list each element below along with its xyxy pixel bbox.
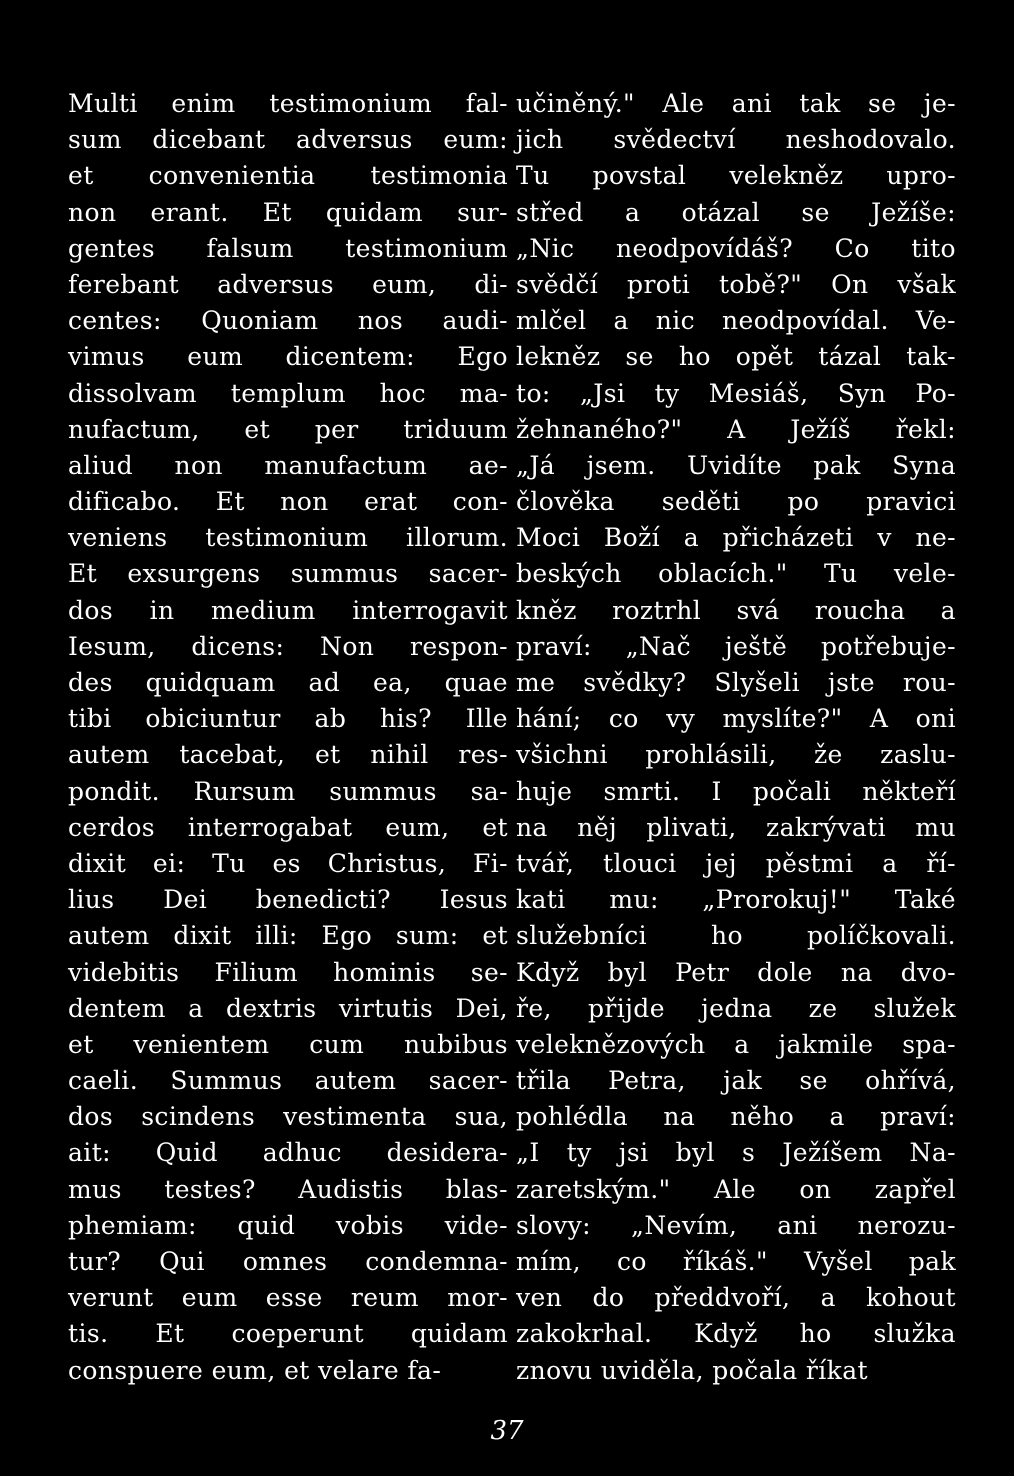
text-line: praví: „Nač ještě potřebuje- — [516, 631, 956, 661]
text-line: třila Petra, jak se ohřívá, — [516, 1066, 956, 1096]
text-line: všichni prohlásili, že zaslu- — [516, 740, 956, 770]
text-line: mím, co říkáš." Vyšel pak — [516, 1247, 956, 1276]
text-line: pondit. Rursum summus sa- — [68, 776, 508, 806]
text-line: et convenientia testimonia — [68, 161, 508, 191]
text-line: jich svědectví neshodovalo. — [516, 125, 956, 155]
text-line: ait: Quid adhuc desidera- — [68, 1138, 508, 1168]
text-line: dentem a dextris virtutis Dei, — [68, 993, 508, 1023]
text-line: tvář, tlouci jej pěstmi a ří- — [516, 848, 956, 878]
text-line: znovu uviděla, počala říkat — [516, 1355, 868, 1385]
text-line: služebníci ho políčkovali. — [516, 921, 956, 951]
text-line: caeli. Summus autem sacer- — [68, 1066, 508, 1096]
text-line: verunt eum esse reum mor- — [68, 1283, 508, 1313]
page-number: 37 — [490, 1416, 524, 1446]
text-line: hání; co vy myslíte?" A oni — [516, 704, 956, 734]
text-line: „I ty jsi byl s Ježíšem Na- — [516, 1138, 956, 1168]
text-line: dissolvam templum hoc ma- — [68, 378, 508, 408]
text-line: dos scindens vestimenta sua, — [68, 1102, 508, 1132]
text-line: žehnaného?" A Ježíš řekl: — [516, 414, 956, 444]
text-line: učiněný." Ale ani tak se je- — [516, 89, 956, 118]
text-line: Iesum, dicens: Non respon- — [68, 631, 508, 661]
text-line: „Nic neodpovídáš? Co tito — [516, 233, 956, 263]
text-line: na něj plivati, zakrývati mu — [516, 812, 956, 842]
text-line: „Já jsem. Uvidíte pak Syna — [516, 450, 956, 480]
text-line: cerdos interrogabat eum, et — [68, 812, 508, 842]
text-line: zakokrhal. Když ho služka — [516, 1319, 956, 1349]
text-line: veleknězových a jakmile spa- — [516, 1029, 956, 1059]
text-line: pohlédla na něho a praví: — [516, 1102, 956, 1132]
text-line: aliud non manufactum ae- — [68, 450, 508, 480]
text-line: vimus eum dicentem: Ego — [68, 342, 508, 372]
text-line: dificabo. Et non erat con- — [68, 487, 508, 517]
text-line: non erant. Et quidam sur- — [68, 197, 508, 227]
text-line: kněz roztrhl svá roucha a — [516, 595, 956, 625]
text-line: Když byl Petr dole na dvo- — [516, 957, 956, 987]
text-line: lekněz se ho opět tázal tak- — [516, 342, 956, 372]
text-line: Et exsurgens summus sacer- — [68, 559, 508, 589]
text-line: mus testes? Audistis blas- — [68, 1174, 508, 1204]
text-line: člověka seděti po pravici — [516, 487, 956, 517]
text-line: tis. Et coeperunt quidam — [68, 1319, 508, 1349]
text-line: Moci Boží a přicházeti v ne- — [516, 523, 956, 553]
text-line: beských oblacích." Tu vele- — [516, 559, 956, 589]
text-line: centes: Quoniam nos audi- — [68, 306, 508, 336]
text-line: autem tacebat, et nihil res- — [68, 740, 508, 770]
text-line: dixit ei: Tu es Christus, Fi- — [68, 848, 508, 878]
text-line: me svědky? Slyšeli jste rou- — [516, 668, 956, 697]
text-line: ferebant adversus eum, di- — [68, 269, 508, 299]
text-line: lius Dei benedicti? Iesus — [68, 885, 508, 915]
text-line: huje smrti. I počali někteří — [516, 776, 956, 806]
text-line: ře, přijde jedna ze služek — [516, 993, 956, 1023]
text-line: tibi obiciuntur ab his? Ille — [68, 704, 508, 734]
text-line: veniens testimonium illorum. — [68, 523, 508, 553]
text-line: to: „Jsi ty Mesiáš, Syn Po- — [516, 378, 956, 408]
text-line: autem dixit illi: Ego sum: et — [68, 921, 508, 951]
text-line: et venientem cum nubibus — [68, 1029, 508, 1059]
text-line: Tu povstal velekněz upro- — [516, 161, 956, 191]
text-line: des quidquam ad ea, quae — [68, 668, 508, 697]
text-line: slovy: „Nevím, ani nerozu- — [516, 1210, 956, 1240]
text-line: dos in medium interrogavit — [68, 595, 508, 625]
text-line: nufactum, et per triduum — [68, 414, 508, 444]
text-line: ven do předdvoří, a kohout — [516, 1283, 956, 1313]
text-line: tur? Qui omnes condemna- — [68, 1247, 508, 1276]
text-line: gentes falsum testimonium — [68, 233, 508, 263]
text-line: videbitis Filium hominis se- — [68, 957, 508, 987]
text-line: kati mu: „Prorokuj!" Také — [516, 885, 956, 915]
text-line: svědčí proti tobě?" On však — [516, 269, 956, 299]
text-line: conspuere eum, et velare fa- — [68, 1355, 442, 1385]
text-line: zaretským." Ale on zapřel — [516, 1174, 956, 1204]
latin-text-column — [68, 86, 508, 1389]
text-line: střed a otázal se Ježíše: — [516, 197, 956, 227]
text-line: Multi enim testimonium fal- — [68, 89, 508, 118]
text-line: mlčel a nic neodpovídal. Ve- — [516, 306, 956, 336]
text-line: sum dicebant adversus eum: — [68, 125, 508, 155]
text-line: phemiam: quid vobis vide- — [68, 1210, 508, 1240]
czech-text-column — [516, 86, 956, 1389]
